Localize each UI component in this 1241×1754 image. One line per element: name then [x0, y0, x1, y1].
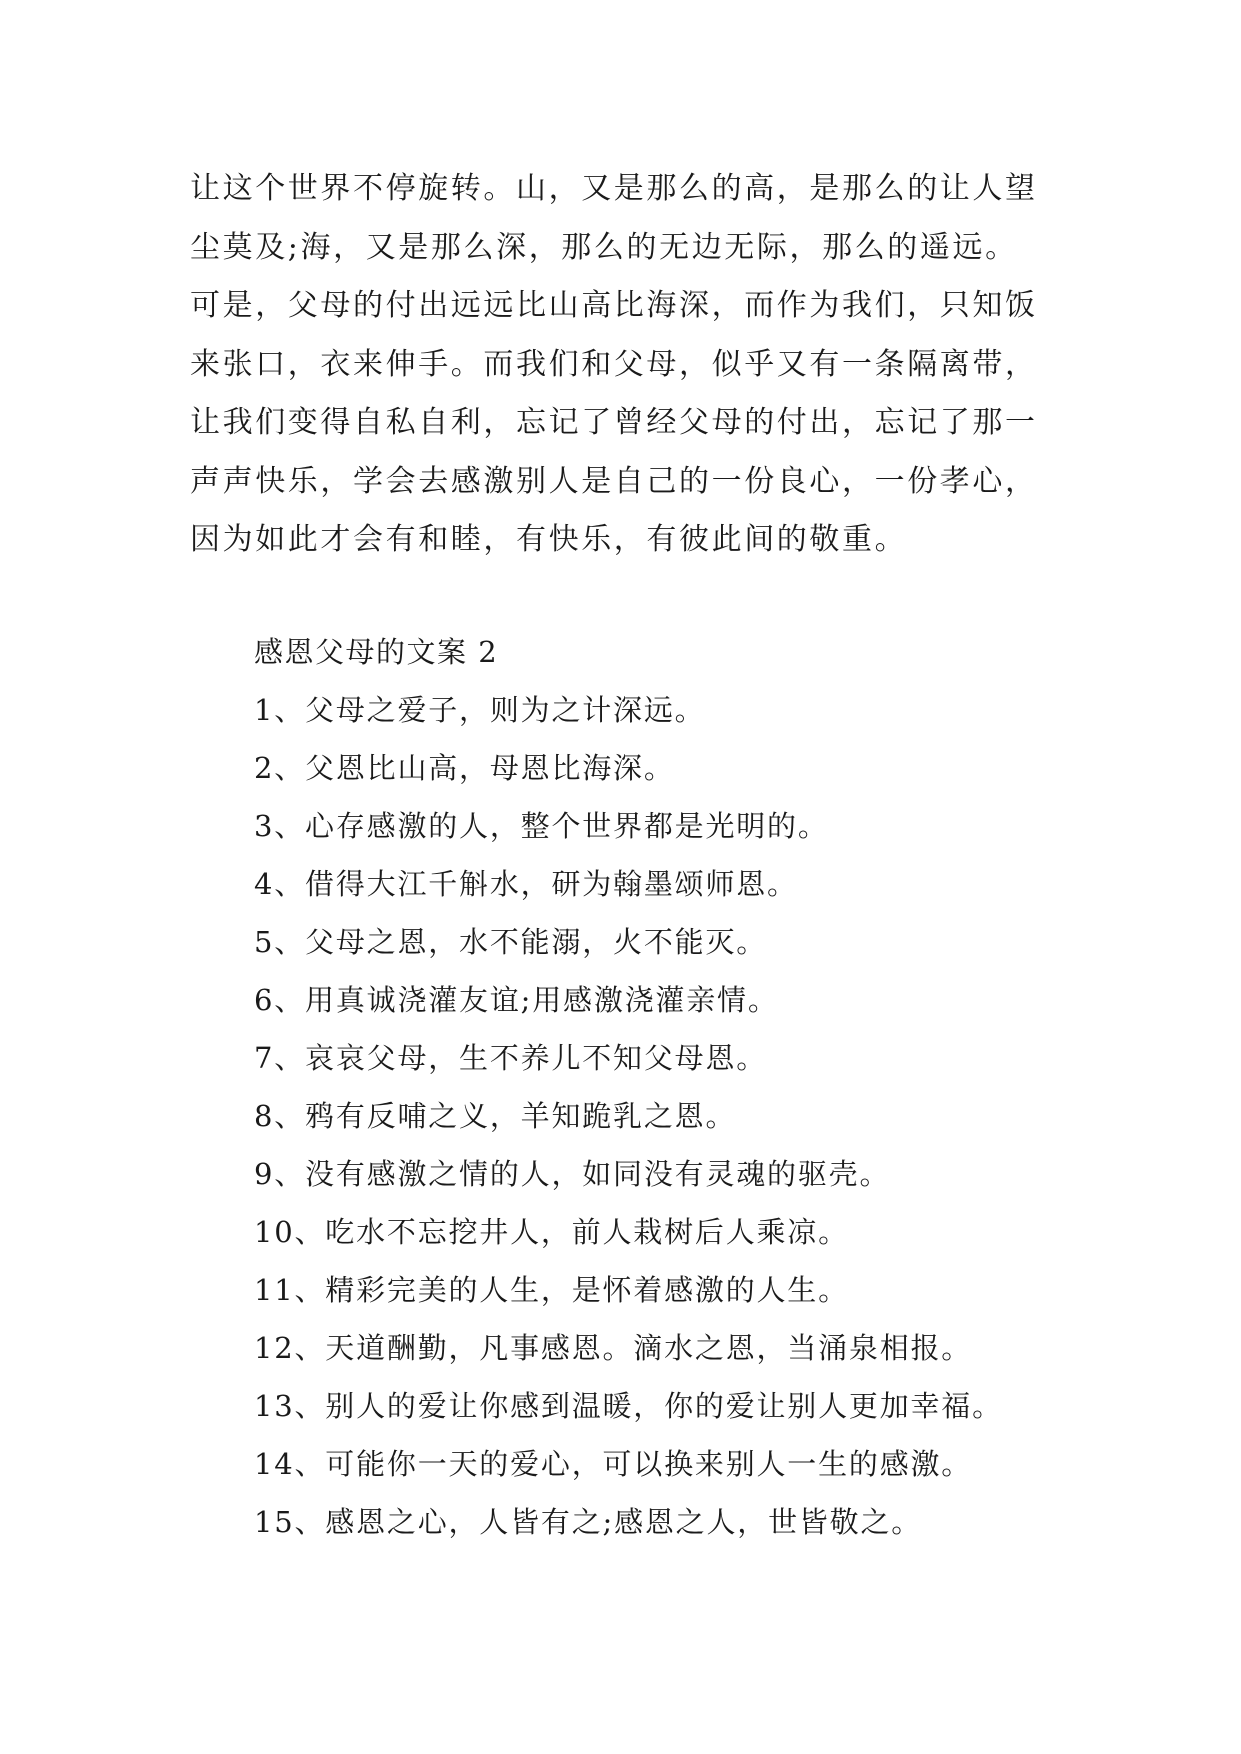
quote-item: 6、用真诚浇灌友谊;用感激浇灌亲情。: [254, 983, 779, 1017]
quote-item: 10、吃水不忘挖井人，前人栽树后人乘凉。: [254, 1215, 849, 1249]
section-title: 感恩父母的文案 2: [254, 635, 499, 669]
quotes-section: [254, 623, 1154, 1551]
paragraph-line: 尘莫及;海，又是那么深，那么的无边无际，那么的遥远。: [190, 229, 1018, 265]
quote-list: [254, 681, 1154, 1551]
quote-item: 11、精彩完美的人生，是怀着感激的人生。: [254, 1273, 849, 1307]
quote-item: 3、心存感激的人，整个世界都是光明的。: [254, 809, 829, 843]
paragraph-line: 因为如此才会有和睦，有快乐，有彼此间的敬重。: [190, 522, 908, 557]
quote-item: 7、哀哀父母，生不养儿不知父母恩。: [254, 1041, 768, 1075]
quote-item: 4、借得大江千斛水，研为翰墨颂师恩。: [254, 867, 798, 901]
quote-item: 12、天道酬勤，凡事感恩。滴水之恩，当涌泉相报。: [254, 1331, 973, 1365]
paragraph-line: 让我们变得自私自利，忘记了曾经父母的付出，忘记了那一: [190, 405, 1038, 440]
quote-item: 2、父恩比山高，母恩比海深。: [254, 751, 675, 785]
paragraph-line: 来张口，衣来伸手。而我们和父母，似乎又有一条隔离带，: [190, 346, 1038, 382]
quote-item: 15、感恩之心，人皆有之;感恩之人，世皆敬之。: [254, 1505, 923, 1539]
paragraph-line: 让这个世界不停旋转。山，又是那么的高，是那么的让人望: [190, 171, 1038, 206]
paragraph-line: 声声快乐，学会去感激别人是自己的一份良心，一份孝心，: [190, 463, 1038, 499]
paragraph-line: 可是，父母的付出远远比山高比海深，而作为我们，只知饭: [190, 288, 1038, 323]
quote-item: 1、父母之爱子，则为之计深远。: [254, 693, 706, 727]
quote-item: 8、鸦有反哺之义，羊知跪乳之恩。: [254, 1099, 737, 1133]
quote-item: 13、别人的爱让你感到温暖，你的爱让别人更加幸福。: [254, 1389, 1003, 1423]
intro-paragraph: [190, 160, 1070, 570]
quote-item: 9、没有感激之情的人，如同没有灵魂的驱壳。: [254, 1157, 891, 1191]
quote-item: 5、父母之恩，水不能溺，火不能灭。: [254, 925, 768, 959]
quote-item: 14、可能你一天的爱心，可以换来别人一生的感激。: [254, 1447, 973, 1481]
